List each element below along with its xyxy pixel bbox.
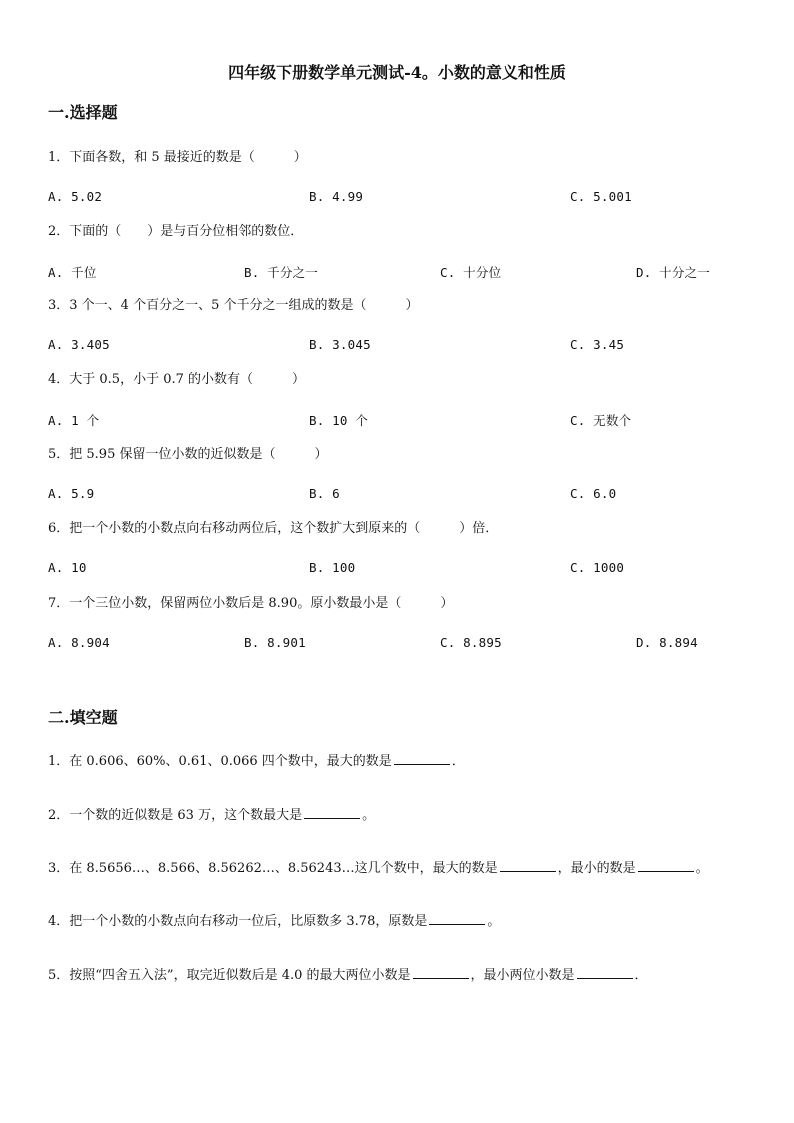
option-a: A. 8.904	[48, 635, 110, 650]
fill-question-1	[48, 750, 465, 769]
answer-blank[interactable]	[304, 806, 360, 819]
option-a: A. 5.9	[48, 486, 95, 501]
option-d: D. 十分之一	[636, 265, 710, 280]
answer-blank[interactable]	[638, 859, 694, 872]
option-b: B. 千分之一	[244, 265, 318, 280]
option-d: D. 8.894	[636, 635, 698, 650]
option-c: C. 6.0	[570, 486, 617, 501]
question-2: 2．下面的（ ）是与百分位相邻的数位．	[48, 224, 304, 239]
option-c: C. 1000	[570, 560, 625, 575]
option-a: A. 5.02	[48, 189, 103, 204]
question-4: 4．大于 0.5，小于 0.7 的小数有（ ）	[48, 372, 306, 387]
answer-blank[interactable]	[394, 752, 450, 765]
answer-blank[interactable]	[500, 859, 556, 872]
section-heading-fill: 二.填空题	[48, 708, 118, 727]
option-b: B. 6	[309, 486, 340, 501]
question-6: 6．把一个小数的小数点向右移动两位后，这个数扩大到原来的（ ）倍．	[48, 521, 499, 536]
page-title: 四年级下册数学单元测试-4。小数的意义和性质	[228, 63, 566, 82]
question-text: 。	[695, 861, 709, 876]
option-a: A. 千位	[48, 265, 97, 280]
option-a: A. 1 个	[48, 413, 100, 428]
question-text: 4．把一个小数的小数点向右移动一位后，比原数多 3.78，原数是	[48, 914, 428, 929]
option-a: A. 3.405	[48, 337, 110, 352]
question-3: 3．3 个一、4 个百分之一、5 个千分之一组成的数是（ ）	[48, 298, 419, 313]
option-b: B. 3.045	[309, 337, 371, 352]
option-c: C. 十分位	[440, 265, 502, 280]
question-7: 7．一个三位小数，保留两位小数后是 8.90。原小数最小是（ ）	[48, 596, 454, 611]
option-a: A. 10	[48, 560, 87, 575]
fill-question-2	[48, 804, 375, 823]
question-text: ，最小的数是	[557, 861, 636, 876]
option-c: C. 5.001	[570, 189, 632, 204]
answer-blank[interactable]	[577, 966, 633, 979]
fill-question-3	[48, 857, 709, 876]
question-text: ．	[634, 968, 648, 983]
option-b: B. 10 个	[309, 413, 369, 428]
answer-blank[interactable]	[429, 912, 485, 925]
question-1: 1．下面各数，和 5 最接近的数是（ ）	[48, 150, 307, 165]
option-b: B. 100	[309, 560, 356, 575]
question-text: 3．在 8.5656…、8.566、8.56262…、8.56243…这几个数中，最大的数是	[48, 861, 498, 876]
question-text: ．	[451, 754, 465, 769]
section-heading-choice: 一.选择题	[48, 103, 118, 122]
question-text: 5．按照“四舍五入法”，取完近似数后是 4.0 的最大两位小数是	[48, 968, 411, 983]
option-b: B. 8.901	[244, 635, 306, 650]
question-text: 2．一个数的近似数是 63 万，这个数最大是	[48, 808, 303, 823]
question-text: 1．在 0.606、60%、0.61、0.066 四个数中，最大的数是	[48, 754, 392, 769]
option-c: C. 无数个	[570, 413, 632, 428]
question-5: 5．把 5.95 保留一位小数的近似数是（ ）	[48, 447, 328, 462]
question-text: ，最小两位小数是	[470, 968, 575, 983]
fill-question-4	[48, 910, 500, 929]
option-c: C. 8.895	[440, 635, 502, 650]
fill-question-5	[48, 964, 648, 983]
question-text: 。	[487, 914, 501, 929]
question-text: 。	[362, 808, 376, 823]
option-b: B. 4.99	[309, 189, 364, 204]
answer-blank[interactable]	[413, 966, 469, 979]
option-c: C. 3.45	[570, 337, 625, 352]
